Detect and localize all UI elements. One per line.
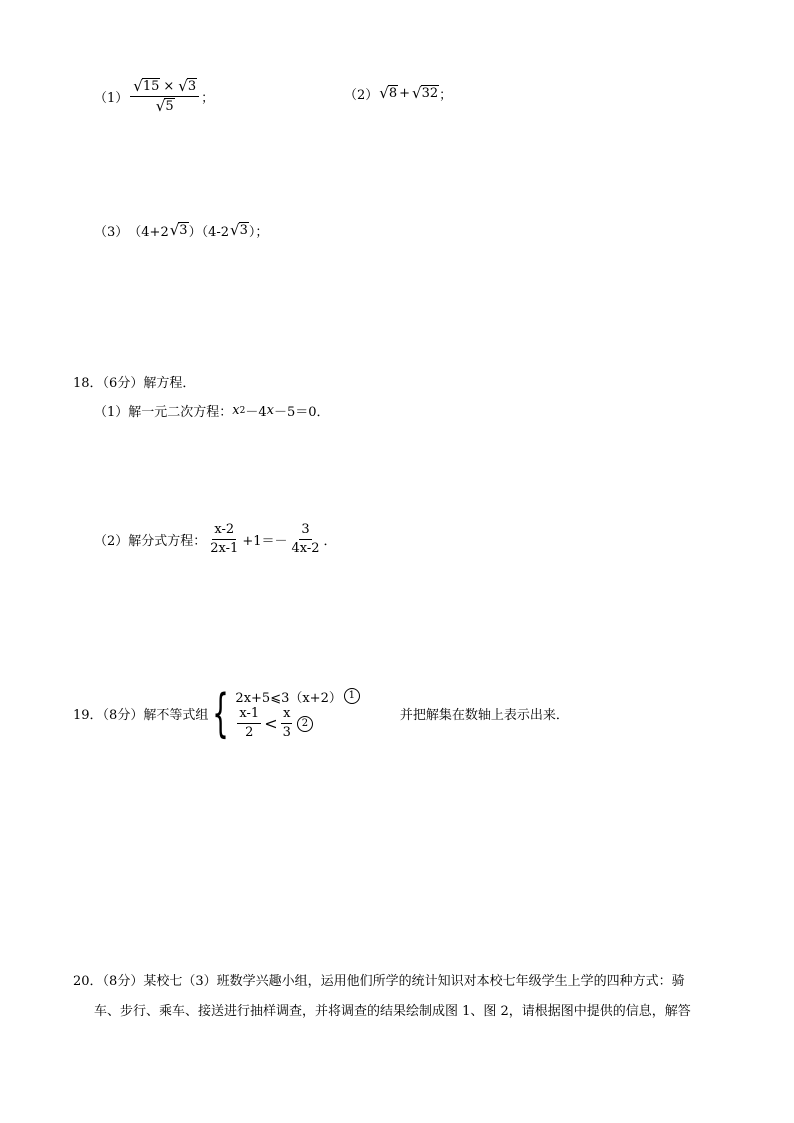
radicand: 15 xyxy=(142,79,160,94)
sqrt-sign: √ xyxy=(412,84,422,102)
circled-number-1: 1 xyxy=(344,688,360,704)
q18-heading: 18．（6分）解方程． xyxy=(73,376,196,391)
denominator: 4x-2 xyxy=(291,541,320,556)
q18-sub1-text: （1）解一元二次方程： xyxy=(94,405,233,420)
q18-sub2-text: （2）解分式方程： xyxy=(94,534,207,549)
fraction xyxy=(281,706,293,741)
inequality-1 xyxy=(235,686,359,706)
denominator: 2 xyxy=(245,725,254,740)
p17-item2-label: （2） xyxy=(344,88,379,103)
variable-x: x xyxy=(232,403,240,418)
p17-item1-label: （1） xyxy=(94,91,129,106)
p17-item1 xyxy=(94,78,214,115)
radicand: 3 xyxy=(187,79,197,94)
q20-line-2: 车、步行、乘车、接送进行抽样调查，并将调查的结果绘制成图 1、图 2，请根据图中提供的信息，解答 xyxy=(94,1004,691,1019)
expr-part: ）（4-2 xyxy=(188,225,229,240)
numerator: 3 xyxy=(299,522,311,540)
radicand: 3 xyxy=(179,223,188,238)
q19-instruction: 并把解集在数轴上表示出来． xyxy=(399,708,569,723)
less-than-sign: < xyxy=(264,714,278,733)
numerator: x-1 xyxy=(237,706,261,724)
inequality-1-text: 2x+5⩽3（x+2） xyxy=(235,690,342,706)
left-brace: { xyxy=(212,683,230,744)
fraction xyxy=(290,522,322,557)
times-sign: × xyxy=(163,78,175,94)
fraction xyxy=(237,706,261,741)
sqrt-sign: √ xyxy=(133,77,143,95)
expr-part: ）； xyxy=(248,225,269,240)
radicand: 32 xyxy=(421,86,439,101)
denominator: 2x-1 xyxy=(210,541,239,556)
p17-item3 xyxy=(94,221,268,240)
variable-x: x xyxy=(266,403,274,418)
circled-number-2: 2 xyxy=(297,716,313,732)
semicolon: ； xyxy=(201,91,215,106)
sqrt-sign: √ xyxy=(230,221,240,239)
sqrt-sign: √ xyxy=(169,221,180,239)
inequality-2 xyxy=(235,706,359,741)
p17-item1-fraction xyxy=(130,78,199,115)
q19-heading: 19．（8分）解不等式组 xyxy=(73,708,209,723)
denominator: 3 xyxy=(282,725,291,740)
numerator: x-2 xyxy=(212,522,236,540)
inequality-system xyxy=(235,686,359,741)
q18-sub1 xyxy=(94,401,330,420)
fraction xyxy=(208,522,240,557)
expr-part: －5＝0． xyxy=(273,405,330,420)
radicand: 3 xyxy=(239,223,248,238)
period: ． xyxy=(323,534,337,549)
expr-part: （4+2 xyxy=(128,225,169,240)
semicolon: ； xyxy=(439,88,453,103)
p17-item3-label: （3） xyxy=(94,225,129,240)
plus-sign: + xyxy=(399,86,411,101)
p17-item2 xyxy=(344,84,452,103)
expr-part: －4 xyxy=(245,405,267,420)
q18-sub2 xyxy=(94,522,337,557)
q20-line-1: 20．（8分）某校七（3）班数学兴趣小组，运用他们所学的统计知识对本校七年级学生上学的四种方式：骑 xyxy=(73,974,685,989)
radicand: 5 xyxy=(165,99,174,114)
sqrt-sign: √ xyxy=(155,97,166,115)
sqrt-sign: √ xyxy=(178,77,188,95)
q19 xyxy=(73,683,569,744)
sqrt-sign: √ xyxy=(379,84,389,102)
numerator: x xyxy=(281,706,292,724)
expr-part: +1＝－ xyxy=(242,534,288,549)
exponent: 2 xyxy=(239,405,246,416)
radicand: 8 xyxy=(388,86,398,101)
